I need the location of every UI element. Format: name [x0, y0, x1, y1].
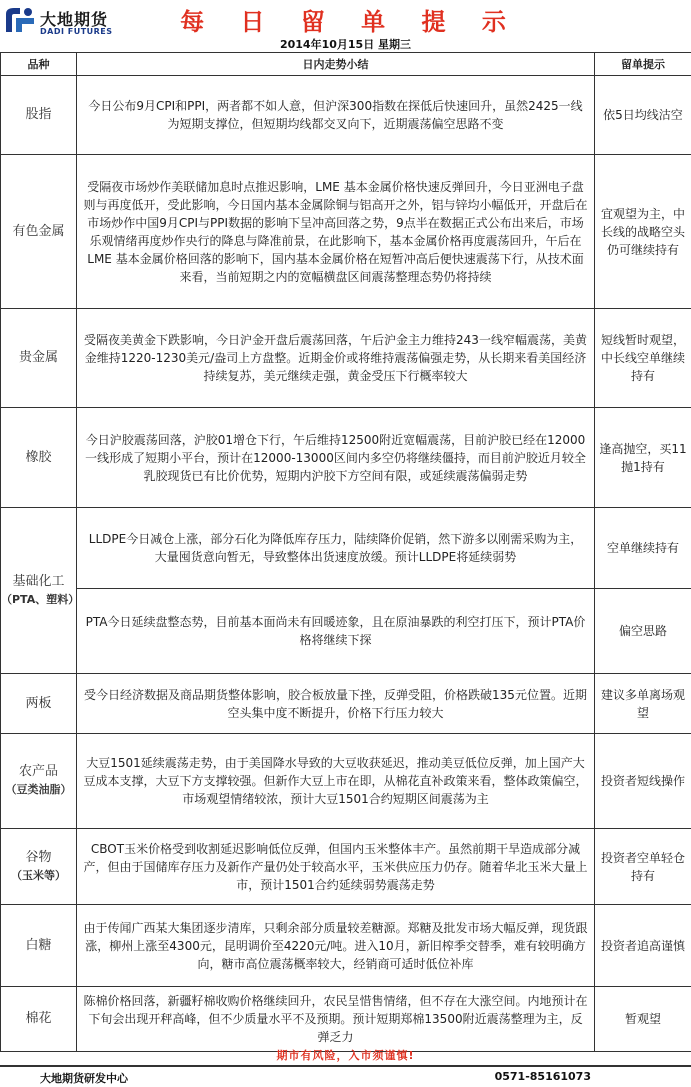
summary-cell: CBOT玉米价格受到收割延迟影响低位反弹，但国内玉米整体丰产。虽然前期干旱造成部分减产，但由于国储库存压力及新作产量仍处于较高水平，玉米供应压力仍存。随着华北玉米大量上市，预计1501合约延续弱势震荡走势	[77, 829, 595, 905]
summary-cell: 大豆1501延续震荡走势，由于美国降水导致的大豆收获延迟，推动美豆低位反弹，加上国产大豆成本支撑，大豆下方支撑较强。但新作大豆上市在即，从棉花直补政策来看，整体政策偏空，市场观望情绪较浓，预计大豆1501合约短期区间震荡为主	[77, 734, 595, 829]
company-logo	[4, 6, 154, 36]
category-cell	[1, 76, 77, 155]
summary-cell: PTA今日延续盘整态势，目前基本面尚未有回暖迹象，且在原油暴跌的利空打压下，预计PTA价格将继续下探	[77, 589, 595, 674]
table-row	[1, 987, 691, 1052]
report-date: 2014年10月15日 星期三	[0, 36, 691, 52]
table-header-row	[1, 53, 691, 76]
category-cell	[1, 408, 77, 508]
column-header-category: 品种	[1, 53, 77, 76]
category-name: 谷物	[25, 850, 51, 865]
column-header-summary: 日内走势小结	[77, 53, 595, 76]
table-row	[1, 905, 691, 987]
tip-cell: 建议多单离场观望	[595, 674, 691, 734]
footer-org: 大地期货研发中心	[40, 1070, 128, 1086]
category-name: 基础化工	[12, 574, 64, 589]
tip-cell: 宜观望为主，中长线的战略空头仍可继续持有	[595, 155, 691, 309]
summary-cell: 由于传闻广西某大集团逐步清库，只剩余部分质量较差糖源。郑糖及批发市场大幅反弹，现货跟涨，柳州上涨至4300元，昆明调价至4220元/吨。进入10月，新旧榨季交替季，难有较明确方向，糖市高位震荡概率较大，经销商可适时低位补库	[77, 905, 595, 987]
advice-table	[0, 52, 691, 1052]
category-name: 两板	[25, 696, 51, 711]
category-cell	[1, 829, 77, 905]
category-cell	[1, 987, 77, 1052]
summary-cell: LLDPE今日减仓上涨，部分石化为降低库存压力，陆续降价促销，然下游多以刚需采购为主，大量囤货意向暂无，导致整体出货速度放缓。预计LLDPE将延续弱势	[77, 508, 595, 589]
page-title: 每 日 留 单 提 示	[180, 2, 520, 37]
logo-mark-icon	[4, 6, 36, 34]
category-cell	[1, 508, 77, 674]
table-row	[1, 829, 691, 905]
tip-cell: 投资者追高谨慎	[595, 905, 691, 987]
category-name: 股指	[25, 107, 51, 122]
table-row	[1, 508, 691, 589]
table-row	[1, 155, 691, 309]
footer-phone: 0571-85161073	[495, 1070, 591, 1083]
summary-cell: 今日沪胶震荡回落，沪胶01增仓下行，午后维持12500附近宽幅震荡，目前沪胶已经在12000一线形成了短期小平台，预计在12000-13000区间内多空仍将继续僵持，而目前沪胶近月较全乳胶现货已有比价优势，短期内沪胶下方空间有限，或延续震荡偏弱走势	[77, 408, 595, 508]
category-name: 棉花	[25, 1011, 51, 1026]
category-cell	[1, 155, 77, 309]
logo-text-cn: 大地期货	[40, 7, 108, 30]
category-cell	[1, 905, 77, 987]
tip-cell: 逢高抛空，买11抛1持有	[595, 408, 691, 508]
category-cell	[1, 734, 77, 829]
table-row	[1, 589, 691, 674]
tip-cell: 短线暂时观望，中长线空单继续持有	[595, 309, 691, 408]
summary-cell: 受今日经济数据及商品期货整体影响，胶合板放量下挫，反弹受阻，价格跌破135元位置。近期空头集中度不断提升，价格下行压力较大	[77, 674, 595, 734]
summary-cell: 受隔夜市场炒作美联储加息时点推迟影响，LME 基本金属价格快速反弹回升，今日亚洲电子盘则与再度低开，受此影响，今日国内基本金属除铜与铝高开之外，铝与锌均小幅低开，开盘后在市场炒作中国9月CPI与PPI数据的影响下呈冲高回落之势，9点半在数据正式公布出来后，市场乐观情绪再度炒作央行的降息与降准前景，在此影响下，基本金属价格再度震荡回升，午后在LME 基本金属价格回落的影响下，国内基本金属价格在短暂冲高后便快速震荡下行，从技术面来看，当前短期之内的宽幅横盘区间震荡整理态势仍将持续	[77, 155, 595, 309]
table-row	[1, 734, 691, 829]
tip-cell: 投资者短线操作	[595, 734, 691, 829]
summary-cell: 受隔夜美黄金下跌影响，今日沪金开盘后震荡回落，午后沪金主力维持243一线窄幅震荡，美黄金维持1220-1230美元/盎司上方盘整。近期金价或将维持震荡偏强走势，从长期来看美国经济持续复苏，美元继续走强，黄金受压下行概率较大	[77, 309, 595, 408]
tip-cell: 暂观望	[595, 987, 691, 1052]
table-row	[1, 76, 691, 155]
category-cell	[1, 309, 77, 408]
header	[0, 0, 691, 37]
tip-cell: 依5日均线沽空	[595, 76, 691, 155]
category-subname: （玉米等）	[11, 869, 66, 882]
category-name: 有色金属	[12, 224, 64, 239]
category-subname: （PTA、塑料）	[1, 593, 79, 606]
footer	[0, 1065, 691, 1087]
summary-cell: 陈棉价格回落，新疆籽棉收购价格继续回升，农民呈惜售情绪，但不存在大涨空间。内地预计在下旬会出现开秤高峰，但不少质量水平不及预期。预计短期郑棉13500附近震荡整理为主，反弹乏力	[77, 987, 595, 1052]
risk-warning: 期市有风险，入市须谨慎!	[0, 1047, 691, 1063]
table-row	[1, 309, 691, 408]
category-subname: （豆类油脂）	[6, 783, 72, 796]
category-cell	[1, 674, 77, 734]
tip-cell: 投资者空单轻仓持有	[595, 829, 691, 905]
summary-cell: 今日公布9月CPI和PPI，两者都不如人意，但沪深300指数在探低后快速回升，虽然2425一线为短期支撑位，但短期均线都交叉向下，近期震荡偏空思路不变	[77, 76, 595, 155]
table-row	[1, 408, 691, 508]
tip-cell: 偏空思路	[595, 589, 691, 674]
category-name: 橡胶	[25, 450, 51, 465]
logo-text-en: DADI FUTURES	[40, 27, 113, 36]
table-row	[1, 674, 691, 734]
tip-cell: 空单继续持有	[595, 508, 691, 589]
category-name: 贵金属	[19, 350, 58, 365]
category-name: 农产品	[19, 764, 58, 779]
column-header-tip: 留单提示	[595, 53, 691, 76]
category-name: 白糖	[25, 938, 51, 953]
